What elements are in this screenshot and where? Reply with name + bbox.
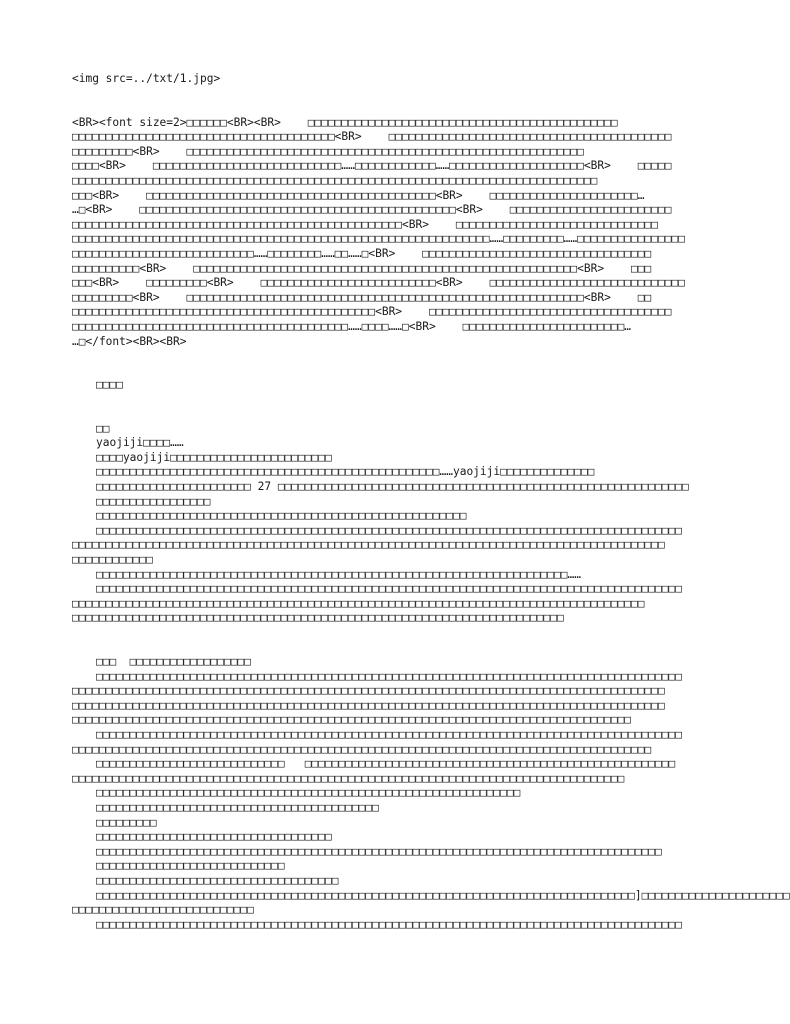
paragraph-line: □□□□□□□□□□□□□□□□□□□□□□□□□□□□□□□□□□□□□□□□□□□□□□□□□□□□□□□: [96, 509, 467, 523]
paragraph-line: □□□□□□□□□□□□□□□□□□□□□□□□□□□□: [96, 859, 285, 873]
paragraph-line: □□□□□□□□□□□□□□□□□□□□□□□□□□□□□□□□□□□□□□□□□□□□□□□□□□□□□□□□□□□□□□□□□□□□□□□□□□□□□□□□□□□: [72, 713, 632, 727]
paragraph-line: □□□□□□□□□□□□□□□□□□□□□□□□□□□□□□□□□□□□□□□□□□□□□□□□□□□□□□□□□□□□□□□□□□□□□□□□□: [72, 611, 564, 625]
paragraph-line: □□□□yaojiji□□□□□□□□□□□□□□□□□□□□□□□□: [96, 450, 332, 464]
font-block-line: <BR><font size=2>□□□□□□<BR><BR> □□□□□□□□□□□□□□□□□□□□□□□□□□□□□□□□□□□□□□□□□□□□□□: [72, 115, 618, 129]
font-block-line: □□□□□□□□□□□□□□□□□□□□□□□□□□□□□□□□□□□□□□□□□□□□□□□□□<BR> □□□□□□□□□□□□□□□□□□□□□□□□□□□□□□: [72, 217, 658, 231]
font-block-line: □□□□□□□□□□□□□□□□□□□□□□□□□□□□□□□□□□□□□□□□□……□□□□……□<BR> □□□□□□□□□□□□□□□□□□□□□□□□…: [72, 319, 632, 333]
font-block-line: □□□□□□□□□□□□□□□□□□□□□□□□□□□□□□□□□□□□□□□□□□□□□□□□□□□□□□□□□□□□□□□□□□□□□□□□□□□□□□: [72, 173, 598, 187]
paragraph-line: □□: [96, 421, 110, 435]
paragraph-line: yaojiji□□□□……: [96, 436, 184, 450]
paragraph-line: □□□□□□□□□□□□□□□□□□□□□□□□□□□□□□□□□□□□□□□□□□□□□□□□□□□□□□□□□□□□□□□□□□□□□□□□□□□□□□□□□□: [72, 771, 625, 785]
paragraph-line: □□□□□□□□□□□□□□□□□□□□□□□□□□□: [72, 903, 254, 917]
spacer: [72, 393, 712, 422]
paragraph-line: □□□□□□□□□: [96, 815, 157, 829]
paragraph-line: □□□□□□□□□□□□□□□□□□□□□□□□□□□□□□□□□□□□□□□□□□□□□□□□□□□□□□□□□□□□□□□□□□□□□□□□□□□□□□□□□□□□□□□□: [72, 698, 665, 712]
font-block-line: □□□<BR> □□□□□□□□□<BR> □□□□□□□□□□□□□□□□□□□□□□□□□□<BR> □□□□□□□□□□□□□□□□□□□□□□□□□□□□□: [72, 276, 685, 290]
paragraph-line: □□□□□□□□□□□□□□□□□□□□□□□□□□□□□□□□□□□□□□□□□□□□□□□□□□□□□□□□□□□□□□□: [96, 786, 521, 800]
section-two: [72, 655, 790, 932]
paragraph-line: □□□□□□□□□□□□: [72, 553, 153, 567]
spacer: [72, 349, 712, 378]
paragraph-line: □□□□□□□□□□□□□□□□□□□□□□□□□□□□□□□□□□□□□□□□□□□□□□□□□□□□□□□□□□□□□□□□□□□□□□□□□□□□□□□□□□□□□□□: [96, 727, 682, 741]
paragraph-line: □□□□□□□□□□□□□□□□□□□□□□□□□□□□□□□□□□□□: [96, 873, 339, 887]
font-block-line: □□□□□□□□□<BR> □□□□□□□□□□□□□□□□□□□□□□□□□□□□□□□□□□□□□□□□□□□□□□□□□□□□□□□□□□□<BR> □□: [72, 290, 652, 304]
image-tag-text: <img src=../txt/1.jpg>: [72, 72, 221, 85]
paragraph-line: □□□□□□□□□□□□□□□□□□□□□□□□□□□□□□□□□□□□□□□□□□□□□□□□□□□□□□□□□□□□□□□□□□□□□□……: [96, 567, 581, 581]
paragraph-line: □□□□□□□□□□□□□□□□□□□□□□□□□□□□□□□□□□□□□□□□□□□□□□□□□□□□□□□□□□□□□□□□□□□□□□□□□□□□□□□□□□□□□: [72, 596, 645, 610]
spacer: [72, 626, 712, 655]
paragraph-line: □□□□□□□□□□□□□□□□□□□□□□□□□□□□□□□□□□□: [96, 830, 332, 844]
font-block-line: □□□<BR> □□□□□□□□□□□□□□□□□□□□□□□□□□□□□□□□□□□□□□□□□□□<BR> □□□□□□□□□□□□□□□□□□□□□□…: [72, 188, 645, 202]
paragraph-line: □□□□□□□□□□□□□□□□□□□□□□□□□□□□□□□□□□□□□□□□□□□□□□□□□□□□□□□□□□□□□□□□□□□□□□□□□□□□□□□□□□□□□□□□: [72, 538, 665, 552]
font-block-line: □□□□□□□□□□□□□□□□□□□□□□□□□□□□□□□□□□□□□□□<BR> □□□□□□□□□□□□□□□□□□□□□□□□□□□□□□□□□□□□□□□□□□: [72, 130, 672, 144]
paragraph-line: □□□□□□□□□□□□□□□□□□□□□□□ 27 □□□□□□□□□□□□□□□□□□□□□□□□□□□□□□□□□□□□□□□□□□□□□□□□□□□□□□□□□□□□□: [96, 480, 689, 494]
paragraph-line: □□□□□□□□□□□□□□□□□□□□□□□□□□□□ □□□□□□□□□□□□□□□□□□□□□□□□□□□□□□□□□□□□□□□□□□□□□□□□□□□□□□□: [96, 757, 676, 771]
paragraph-line: □□□□□□□□□□□□□□□□□□□□□□□□□□□□□□□□□□□□□□□□□□□□□□□□□□□□□□□□□□□□□□□□□□□□□□□□□□□□□□□□□□□□□□□: [96, 917, 682, 931]
paragraph-line: □□□□□□□□□□□□□□□□□□□□□□□□□□□□□□□□□□□□□□□□□□□□□□□□□□□□□□□□□□□□□□□□□□□□□□□□□□□□□□□□□□□□□□□: [96, 523, 682, 537]
paragraph-line: □□□ □□□□□□□□□□□□□□□□□□: [96, 655, 251, 668]
paragraph-line: □□□□□□□□□□□□□□□□□: [96, 494, 211, 508]
font-block-line: □□□□□□□□□□□□□□□□□□□□□□□□□□□……□□□□□□□□……□□……□<BR> □□□□□□□□□□□□□□□□□□□□□□□□□□□□□□□□□□: [72, 246, 652, 260]
paragraph-line: □□□□□□□□□□□□□□□□□□□□□□□□□□□□□□□□□□□□□□□□□□□□□□□□□□□□□□□□□□□□□□□□□□□□□□□□□□□□□□□□]□□□□□□□□□□□□□□□□□□□□□□: [96, 888, 790, 902]
font-block-line: □□□□□□□□□□□□□□□□□□□□□□□□□□□□□□□□□□□□□□□□□□□□□<BR> □□□□□□□□□□□□□□□□□□□□□□□□□□□□□□□□□□□□: [72, 305, 672, 319]
section-title: □□□□: [96, 378, 123, 392]
section-one: [72, 422, 712, 626]
paragraph-line: □□□□□□□□□□□□□□□□□□□□□□□□□□□□□□□□□□□□□□□□□□□□□□□□□□□……yaojiji□□□□□□□□□□□□□□: [96, 465, 595, 479]
paragraph-line: □□□□□□□□□□□□□□□□□□□□□□□□□□□□□□□□□□□□□□□□□□□□□□□□□□□□□□□□□□□□□□□□□□□□□□□□□□□□□□□□□□□□□□□: [96, 669, 682, 683]
font-block-line: □□□□<BR> □□□□□□□□□□□□□□□□□□□□□□□□□□□□……□□□□□□□□□□□□……□□□□□□□□□□□□□□□□□□□□<BR> □□□□□: [72, 159, 672, 173]
paragraph-line: □□□□□□□□□□□□□□□□□□□□□□□□□□□□□□□□□□□□□□□□□□□□□□□□□□□□□□□□□□□□□□□□□□□□□□□□□□□□□□□□□□□□: [96, 844, 662, 858]
font-block: [72, 116, 712, 350]
font-block-line: □□□□□□□□□□□□□□□□□□□□□□□□□□□□□□□□□□□□□□□□□□□□□□□□□□□□□□□□□□□□□□……□□□□□□□□□……□□□□□□□□□□□□□□□□: [72, 232, 685, 246]
paragraph-line: □□□□□□□□□□□□□□□□□□□□□□□□□□□□□□□□□□□□□□□□□□□□□□□□□□□□□□□□□□□□□□□□□□□□□□□□□□□□□□□□□□□□□□□□: [72, 684, 665, 698]
font-block-line: □□□□□□□□□<BR> □□□□□□□□□□□□□□□□□□□□□□□□□□□□□□□□□□□□□□□□□□□□□□□□□□□□□□□□□□□: [72, 144, 584, 158]
document-page: [72, 72, 790, 932]
paragraph-line: □□□□□□□□□□□□□□□□□□□□□□□□□□□□□□□□□□□□□□□□□□□□□□□□□□□□□□□□□□□□□□□□□□□□□□□□□□□□□□□□□□□□□□□: [96, 582, 682, 596]
font-block-line: □□□□□□□□□□<BR> □□□□□□□□□□□□□□□□□□□□□□□□□□□□□□□□□□□□□□□□□□□□□□□□□□□□□□□□□<BR> □□□: [72, 261, 652, 275]
font-block-line: …□</font><BR><BR>: [72, 334, 187, 348]
paragraph-line: □□□□□□□□□□□□□□□□□□□□□□□□□□□□□□□□□□□□□□□□□□: [96, 800, 379, 814]
font-block-line: …□<BR> □□□□□□□□□□□□□□□□□□□□□□□□□□□□□□□□□□□□□□□□□□□□□□□<BR> □□□□□□□□□□□□□□□□□□□□□□□□: [72, 203, 672, 217]
spacer: [72, 87, 712, 116]
paragraph-line: □□□□□□□□□□□□□□□□□□□□□□□□□□□□□□□□□□□□□□□□□□□□□□□□□□□□□□□□□□□□□□□□□□□□□□□□□□□□□□□□□□□□□□: [72, 742, 652, 756]
